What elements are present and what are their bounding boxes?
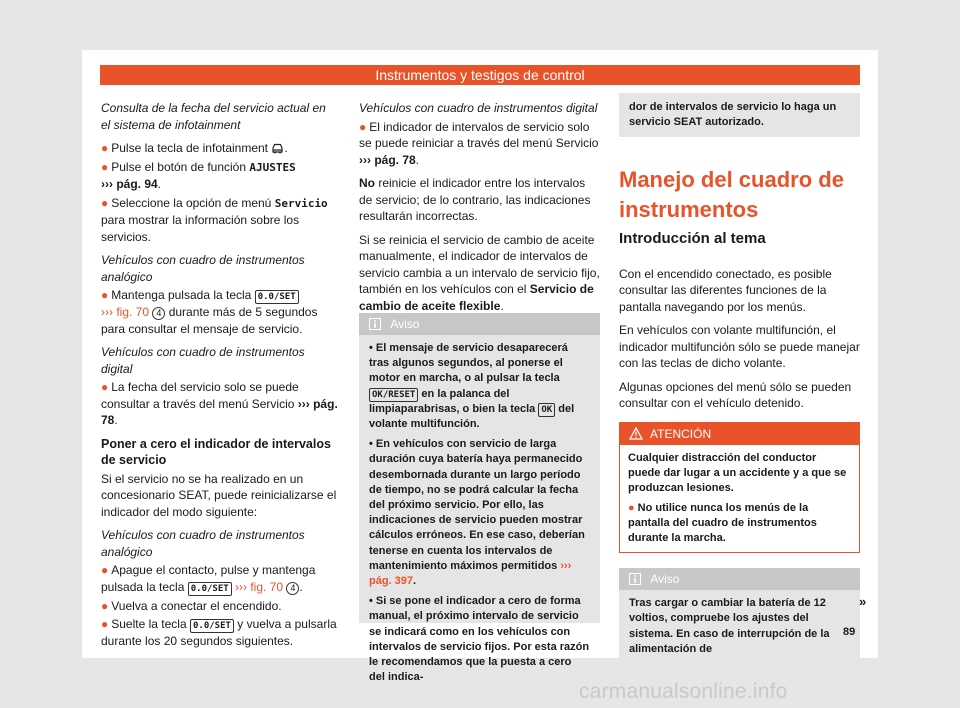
page-number: 89 bbox=[843, 626, 856, 638]
ok-key-icon: OK bbox=[538, 403, 555, 417]
note-box-header: Aviso bbox=[359, 313, 600, 335]
page-reference-link[interactable]: ››› pág. 94 bbox=[101, 177, 158, 191]
car-infotainment-icon bbox=[271, 143, 284, 154]
list-item: ● La fecha del servicio solo se puede consultar a través del menú Servicio ››› pág. 78. bbox=[101, 380, 338, 427]
list-item: ● Vuelva a conectar el encendido. bbox=[101, 598, 282, 613]
paragraph: Cualquier distracción del conductor puede dar lugar a un accidente y a que se produzcan lesiones. bbox=[628, 451, 847, 495]
column-3 bbox=[619, 93, 860, 665]
warning-box bbox=[619, 422, 860, 553]
section-title: Introducción al tema bbox=[619, 230, 766, 248]
list-item: ● El indicador de intervalos de servicio solo se puede reiniciar a través del menú Servicio ››› pág. 78. bbox=[359, 119, 599, 167]
list-item: ● Pulse el botón de función AJUSTES ››› pág. 94. bbox=[101, 159, 296, 191]
list-item: ● No utilice nunca los menús de la pantalla del cuadro de instrumentos durante la marcha. bbox=[628, 501, 817, 544]
subheading: Poner a cero el indicador de intervalos de servicio bbox=[101, 436, 331, 467]
set-key-icon: 0.0/SET bbox=[188, 582, 232, 596]
note-box-header: Aviso bbox=[619, 568, 860, 590]
figure-reference-link[interactable]: ››› fig. 70 bbox=[101, 305, 150, 319]
subsection-title: Vehículos con cuadro de instrumentos analógico bbox=[101, 253, 305, 284]
bullet-icon: ● bbox=[628, 501, 635, 514]
callout-number: 4 bbox=[152, 307, 165, 320]
subsection-title: Vehículos con cuadro de instrumentos digital bbox=[359, 101, 598, 115]
bullet-icon: ● bbox=[101, 380, 109, 394]
list-item: • Si se pone el indicador a cero de forma manual, el próximo intervalo de servicio se indicará como en los vehículos con intervalos de servicio fijos. Por esta razón le recomendamos que la puesta a cero del indica- bbox=[369, 595, 590, 684]
list-item: ● Pulse la tecla de infotainment . bbox=[101, 141, 288, 155]
bullet-icon: ● bbox=[101, 141, 109, 155]
section-header: Instrumentos y testigos de control bbox=[100, 65, 860, 85]
bullet-icon: ● bbox=[359, 119, 367, 134]
paragraph: Algunas opciones del menú sólo se pueden consultar con el vehículo detenido. bbox=[619, 379, 852, 411]
subsection-title: Vehículos con cuadro de instrumentos analógico bbox=[101, 528, 305, 559]
bullet-icon: ● bbox=[101, 617, 109, 631]
subsection-title: Vehículos con cuadro de instrumentos digital bbox=[101, 345, 305, 376]
page-reference-link[interactable]: ››› pág. 397 bbox=[369, 559, 572, 588]
menu-option-label: Servicio bbox=[274, 196, 328, 210]
paragraph: Con el encendido conectado, es posible consultar las diferentes funciones de la pantalla navegando por los menús. bbox=[619, 266, 832, 314]
set-key-icon: 0.0/SET bbox=[255, 290, 299, 304]
list-item: ● Suelte la tecla 0.0/SET y vuelva a pulsarla durante los 20 segundos siguientes. bbox=[101, 617, 337, 648]
page-reference-link[interactable]: ››› pág. 78 bbox=[359, 152, 416, 167]
info-icon bbox=[369, 318, 381, 330]
figure-reference-link[interactable]: ››› fig. 70 bbox=[235, 579, 284, 594]
bullet-icon: ● bbox=[101, 195, 109, 210]
note-box-body bbox=[359, 335, 600, 698]
column-1 bbox=[101, 100, 338, 657]
bullet-icon: ● bbox=[101, 288, 109, 302]
warning-box-body bbox=[620, 445, 859, 552]
paragraph: En vehículos con volante multifunción, el indicador multifunción sólo se puede manejar con las teclas de dicho volante. bbox=[619, 323, 860, 371]
chapter-title: Manejo del cuadro de instrumentos bbox=[619, 167, 844, 223]
bullet-icon: • bbox=[369, 438, 373, 451]
bullet-icon: ● bbox=[101, 159, 109, 174]
note-box-aviso bbox=[359, 313, 600, 684]
page-reference-link[interactable]: ››› pág. 78 bbox=[101, 396, 338, 427]
bullet-icon: ● bbox=[101, 563, 109, 577]
list-item: ● Mantenga pulsada la tecla 0.0/SET ››› fig. 70 4 durante más de 5 segundos para consultar el mensaje de servicio. bbox=[101, 288, 318, 336]
warning-triangle-icon bbox=[629, 427, 643, 440]
list-item: ● Seleccione la opción de menú Servicio para mostrar la información sobre los servicios. bbox=[101, 195, 328, 244]
subsection-title: Consulta de la fecha del servicio actual en el sistema de infotainment bbox=[101, 101, 326, 132]
paragraph: No reinicie el indicador entre los intervalos de servicio; de lo contrario, las indicaciones resultarán incorrectas. bbox=[359, 176, 591, 223]
set-key-icon: 0.0/SET bbox=[190, 619, 234, 633]
note-box-aviso bbox=[619, 568, 860, 665]
list-item: • En vehículos con servicio de larga duración cuya batería haya permanecido desembornada durante un largo período de tiempo, no se podrá calcular la fecha del próximo servicio. Por ello, las indicaciones de servicio pueden mostrar cálculos erróneos. En ese caso, deberían tenerse en cuenta los intervalos de mantenimiento máximos permitidos ››› pág. 397. bbox=[369, 438, 585, 588]
column-2 bbox=[359, 100, 600, 321]
callout-number: 4 bbox=[286, 582, 299, 595]
watermark: carmanualsonline.info bbox=[579, 680, 788, 703]
function-button-label: AJUSTES bbox=[249, 160, 296, 174]
list-item: • El mensaje de servicio desaparecerá tras algunos segundos, al ponerse el motor en marcha, o al pulsar la tecla OK/RESET en la palanca del limpiaparabrisas, o bien la tecla OK del volante multifunción. bbox=[369, 342, 575, 431]
warning-box-header: ATENCIÓN bbox=[620, 423, 859, 445]
note-box-body: Tras cargar o cambiar la batería de 12 voltios, compruebe los ajustes del sistema. En caso de interrupción de la alimentación de bbox=[629, 597, 830, 655]
list-item: ● Apague el contacto, pulse y mantenga pulsada la tecla 0.0/SET ››› fig. 70 4 . bbox=[101, 563, 316, 594]
paragraph: Si el servicio no se ha realizado en un concesionario SEAT, puede reinicializarse el indicador del modo siguiente: bbox=[101, 471, 337, 519]
bullet-icon: • bbox=[369, 595, 373, 608]
ok-reset-key-icon: OK/RESET bbox=[369, 388, 418, 402]
info-icon bbox=[629, 573, 641, 585]
bullet-icon: • bbox=[369, 342, 373, 354]
paragraph: Si se reinicia el servicio de cambio de aceite manualmente, el indicador de intervalos de servicio cambia a un intervalo de servicio fijo, también en los vehículos con el Servicio de cambio de aceite flexible. bbox=[359, 232, 600, 313]
bullet-icon: ● bbox=[101, 598, 109, 613]
continue-arrow-icon: » bbox=[859, 594, 867, 609]
note-box-continuation: dor de intervalos de servicio lo haga un servicio SEAT autorizado. bbox=[619, 93, 860, 137]
